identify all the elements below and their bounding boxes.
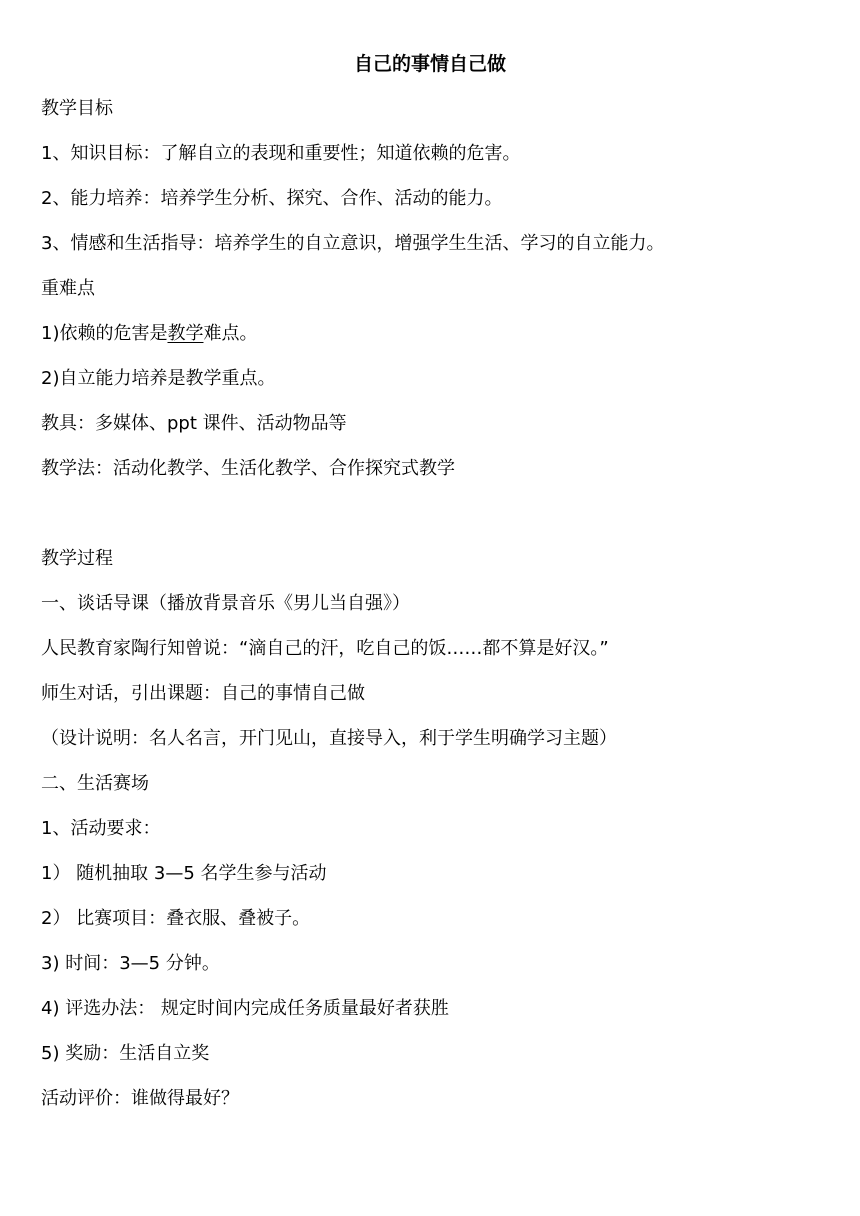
difficulty-underlined-text: 教学 — [167, 323, 204, 344]
requirement-5: 5) 奖励：生活自立奖 — [41, 1043, 210, 1064]
goal-emotion: 3、情感和生活指导：培养学生的自立意识，增强学生生活、学习的自立能力。 — [41, 233, 665, 254]
activity-requirements: 1、活动要求： — [41, 818, 161, 839]
section-2-heading: 二、生活赛场 — [41, 773, 149, 794]
teaching-difficulty — [41, 322, 257, 346]
process-heading: 教学过程 — [41, 548, 113, 569]
section-1-heading: 一、谈话导课（播放背景音乐《男儿当自强》） — [41, 593, 410, 614]
quote-line: 人民教育家陶行知曾说：“滴自己的汗，吃自己的饭……都不算是好汉。” — [41, 638, 609, 659]
requirement-1: 1） 随机抽取 3—5 名学生参与活动 — [41, 863, 327, 884]
requirement-4: 4) 评选办法： 规定时间内完成任务质量最好者获胜 — [41, 998, 449, 1019]
teaching-aids: 教具：多媒体、ppt 课件、活动物品等 — [41, 413, 347, 434]
document-title: 自己的事情自己做 — [353, 53, 506, 75]
difficulty-prefix: 1)依赖的危害是 — [41, 323, 168, 344]
goals-heading: 教学目标 — [41, 98, 113, 119]
activity-evaluation: 活动评价：谁做得最好？ — [41, 1088, 239, 1109]
requirement-2: 2） 比赛项目：叠衣服、叠被子。 — [41, 908, 311, 929]
goal-ability: 2、能力培养：培养学生分析、探究、合作、活动的能力。 — [41, 188, 503, 209]
difficulty-suffix: 难点。 — [203, 323, 258, 344]
requirement-3: 3) 时间：3—5 分钟。 — [41, 953, 220, 974]
key-points-heading: 重难点 — [41, 278, 95, 299]
goal-knowledge: 1、知识目标：了解自立的表现和重要性；知道依赖的危害。 — [41, 143, 521, 164]
design-note: （设计说明：名人名言，开门见山，直接导入，利于学生明确学习主题） — [41, 728, 617, 749]
teaching-methods: 教学法：活动化教学、生活化教学、合作探究式教学 — [41, 458, 455, 479]
teaching-key-point: 2)自立能力培养是教学重点。 — [41, 368, 276, 389]
dialogue-line: 师生对话，引出课题：自己的事情自己做 — [41, 683, 365, 704]
